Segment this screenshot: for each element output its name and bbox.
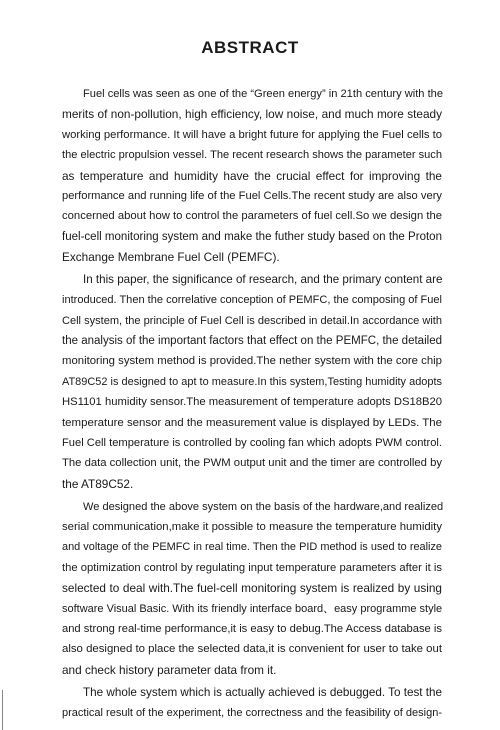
text-line: In this paper, the significance of research, and the primary content are	[83, 272, 443, 286]
text-line: selected to deal with.The fuel-cell monitoring system is realized by using	[62, 581, 442, 596]
text-line: Cell system, the principle of Fuel Cell is described in detail.In accordance with	[62, 314, 442, 327]
text-line: and check history parameter data from it.	[62, 662, 277, 677]
text-line: software Visual Basic. With its friendly interface board、easy programme style	[62, 602, 443, 615]
text-line: We designed the above system on the basis of the hardware,and realized	[83, 500, 444, 513]
text-line: performance and running life of the Fuel Cells.The recent study are also very	[62, 189, 442, 202]
text-line: fuel-cell monitoring system and make the futher study based on the Proton	[62, 230, 442, 243]
text-line: the optimization control by regulating input temperature parameters after it is	[62, 561, 442, 574]
text-line: temperature sensor and the measurement value is displayed by LEDs. The	[62, 416, 442, 429]
text-line: merits of non-pollution, high efficiency, low noise, and much more steady	[62, 107, 442, 122]
text-line: as temperature and humidity have the crucial effect for improving the	[62, 168, 442, 183]
text-line: serial communication,make it possible to measure the temperature humidity	[62, 521, 442, 534]
abstract-paragraph-1	[62, 84, 442, 267]
text-line: AT89C52 is designed to apt to measure.In this system,Testing humidity adopts	[62, 375, 442, 388]
abstract-paragraph-3	[62, 497, 442, 680]
text-line: introduced. Then the correlative conception of PEMFC, the composing of Fuel	[62, 294, 442, 307]
page-title: ABSTRACT	[201, 38, 299, 57]
text-line: also designed to place the selected data,it is convenient for user to take out	[62, 643, 442, 656]
text-line: The whole system which is actually achieved is debugged. To test the	[83, 685, 443, 699]
abstract-paragraph-4	[62, 683, 442, 724]
text-line: the analysis of the important factors that effect on the PEMFC, the detailed	[62, 335, 443, 348]
text-line: practical result of the experiment, the correctness and the feasibility of design-	[62, 707, 442, 720]
text-line: concerned about how to control the parameters of fuel cell.So we design the	[62, 210, 443, 223]
text-line: and strong real-time performance,it is easy to debug.The Access database is	[62, 622, 442, 635]
text-line: Fuel Cell temperature is controlled by cooling fan which adopts PWM control.	[62, 436, 442, 449]
text-line: the electric propulsion vessel. The recent research shows the parameter such	[62, 149, 442, 162]
text-line: and voltage of the PEMFC in real time. Then the PID method is used to realize	[62, 541, 442, 554]
text-line: HS1101 humidity sensor.The measurement of temperature adopts DS18B20	[62, 396, 442, 409]
text-line: Exchange Membrane Fuel Cell (PEMFC).	[62, 250, 280, 264]
text-line: the AT89C52.	[62, 476, 134, 491]
text-line: working performance. It will have a bright future for applying the Fuel cells to	[62, 128, 442, 141]
text-line: Fuel cells was seen as one of the “Green energy” in 21th century with the	[83, 88, 444, 100]
text-line: monitoring system method is provided.The nether system with the core chip	[62, 355, 442, 368]
text-line: The data collection unit, the PWM output unit and the timer are controlled by	[62, 457, 443, 470]
abstract-paragraph-2	[62, 270, 442, 494]
margin-mark	[2, 690, 3, 730]
